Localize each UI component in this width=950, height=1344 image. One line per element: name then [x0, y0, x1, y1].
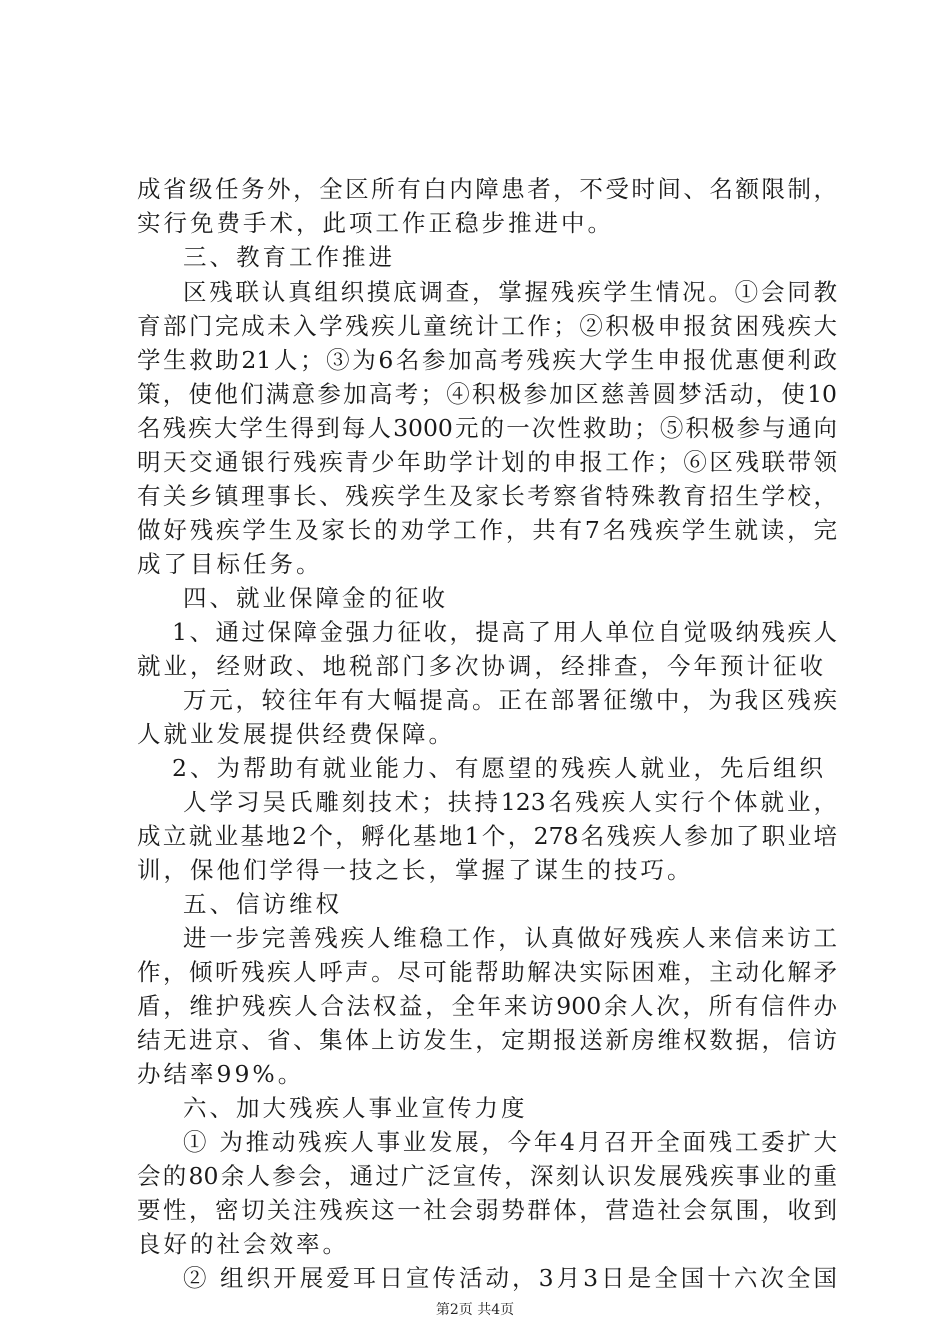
- text-line: 作，倾听残疾人呼声。尽可能帮助解决实际困难，主动化解矛: [137, 958, 837, 986]
- text-line: 训，保他们学得一技之长，掌握了谋生的技巧。: [137, 856, 694, 884]
- text-line: 盾，维护残疾人合法权益，全年来访900余人次，所有信件办: [137, 992, 837, 1020]
- text-line: 1、通过保障金强力征收，提高了用人单位自觉吸纳残疾人: [172, 618, 837, 646]
- text-line: 名残疾大学生得到每人3000元的一次性救助；⑤积极参与通向: [137, 414, 837, 442]
- text-line: 人学习吴氏雕刻技术；扶持123名残疾人实行个体就业，: [183, 788, 837, 816]
- text-line: 要性，密切关注残疾这一社会弱势群体，营造社会氛围，收到: [137, 1196, 837, 1224]
- text-line: 良好的社会效率。: [137, 1230, 349, 1258]
- text-line: 结无进京、省、集体上访发生，定期报送新房维权数据，信访: [137, 1026, 837, 1054]
- text-line: 明天交通银行残疾青少年助学计划的申报工作；⑥区残联带领: [137, 448, 837, 476]
- text-line: 就业，经财政、地税部门多次协调，经排查，今年预计征收: [137, 652, 826, 680]
- text-line: 会的80余人参会，通过广泛宣传，深刻认识发展残疾事业的重: [137, 1162, 837, 1190]
- text-line: 育部门完成未入学残疾儿童统计工作；②积极申报贫困残疾大: [137, 312, 837, 340]
- text-line: 办结率99%。: [137, 1060, 305, 1088]
- text-line: 学生救助21人；③为6名参加高考残疾大学生申报优惠便利政: [137, 346, 837, 374]
- text-line: 人就业发展提供经费保障。: [137, 720, 455, 748]
- section-heading: 五、信访维权: [183, 890, 342, 918]
- page-footer: 第2页 共4页: [435, 1302, 515, 1318]
- text-line: 有关乡镇理事长、残疾学生及家长考察省特殊教育招生学校，: [137, 482, 837, 510]
- text-line: ① 为推动残疾人事业发展，今年4月召开全面残工委扩大: [183, 1128, 837, 1156]
- section-heading: 三、教育工作推进: [183, 243, 395, 271]
- text-line: 成了目标任务。: [137, 550, 323, 578]
- text-line: 实行免费手术，此项工作正稳步推进中。: [137, 209, 614, 237]
- text-line: ② 组织开展爱耳日宣传活动，3月3日是全国十六次全国: [183, 1264, 837, 1292]
- text-line: 成立就业基地2个，孵化基地1个，278名残疾人参加了职业培: [137, 822, 837, 850]
- text-line: 做好残疾学生及家长的劝学工作，共有7名残疾学生就读，完: [137, 516, 837, 544]
- text-line: 万元，较往年有大幅提高。正在部署征缴中，为我区残疾: [183, 686, 837, 714]
- section-heading: 六、加大残疾人事业宣传力度: [183, 1094, 528, 1122]
- text-line: 成省级任务外，全区所有白内障患者，不受时间、名额限制，: [137, 175, 837, 203]
- text-line: 2、为帮助有就业能力、有愿望的残疾人就业，先后组织: [172, 754, 826, 782]
- text-line: 策，使他们满意参加高考；④积极参加区慈善圆梦活动，使10: [137, 380, 837, 408]
- text-line: 区残联认真组织摸底调查，掌握残疾学生情况。①会同教: [183, 278, 837, 306]
- section-heading: 四、就业保障金的征收: [183, 584, 448, 612]
- text-line: 进一步完善残疾人维稳工作，认真做好残疾人来信来访工: [183, 924, 837, 952]
